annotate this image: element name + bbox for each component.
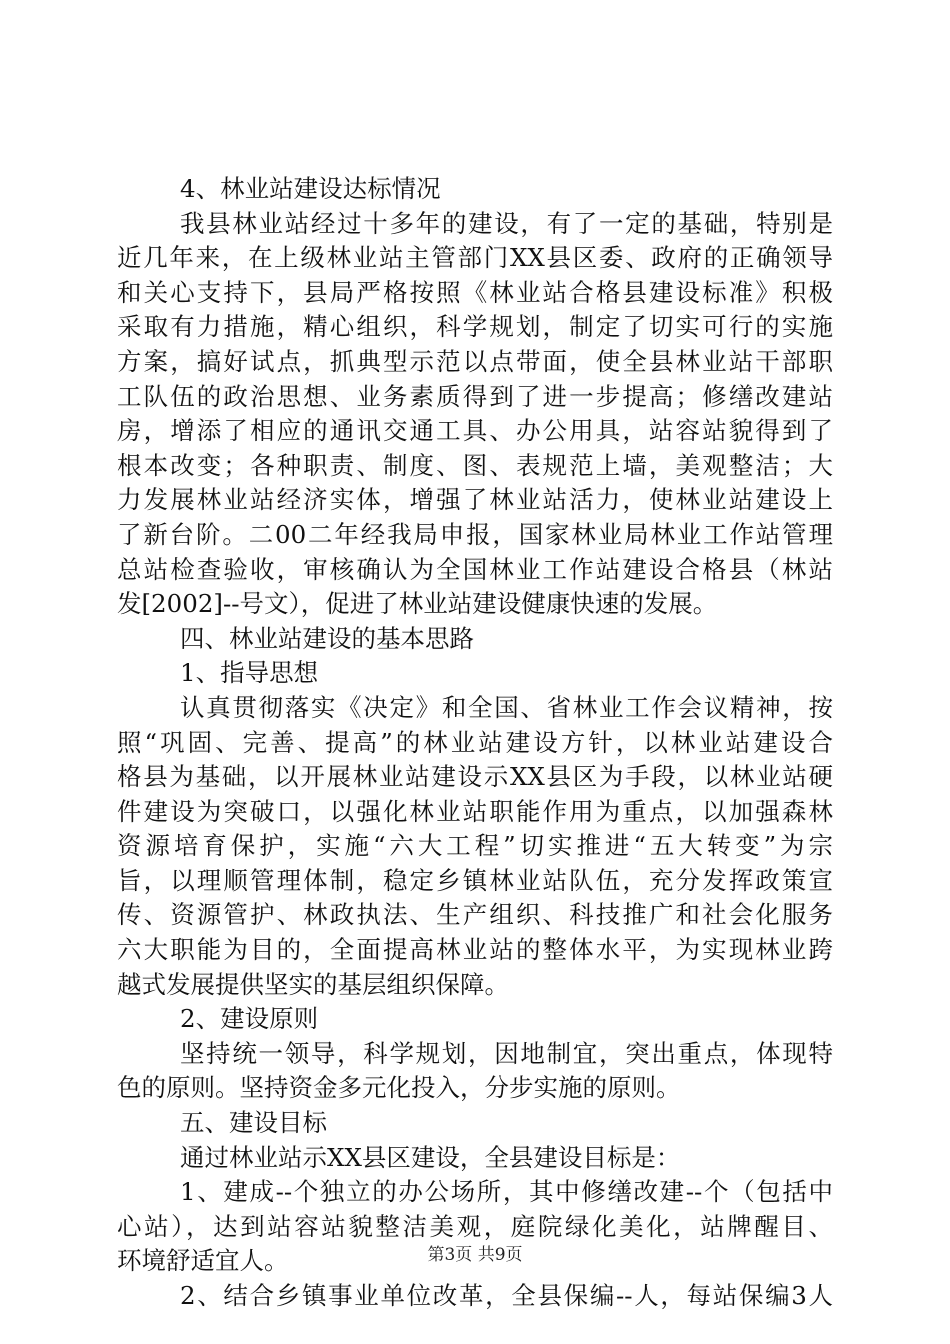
- subsection-heading: 1、指导思想: [180, 658, 319, 688]
- paragraph-line: 我县林业站经过十多年的建设，有了一定的基础，特别是: [180, 208, 833, 238]
- paragraph-line: 坚持统一领导，科学规划，因地制宜，突出重点，体现特: [180, 1038, 833, 1068]
- paragraph-line: 工队伍的政治思想、业务素质得到了进一步提高；修缮改建站: [117, 381, 833, 411]
- paragraph-line: 色的原则。坚持资金多元化投入，分步实施的原则。: [117, 1073, 681, 1103]
- document-body: [117, 172, 833, 1314]
- paragraph-line: 房，增添了相应的通讯交通工具、办公用具，站容站貌得到了: [117, 416, 833, 446]
- paragraph-line: 传、资源管护、林政执法、生产组织、科技推广和社会化服务: [117, 900, 833, 930]
- subsection-heading: 4、林业站建设达标情况: [180, 174, 441, 203]
- paragraph-line: 认真贯彻落实《决定》和全国、省林业工作会议精神，按: [180, 692, 833, 722]
- paragraph-line: 照“巩固、完善、提高”的林业站建设方针，以林业站建设合: [117, 727, 833, 757]
- paragraph-line: 通过林业站示XX县区建设，全县建设目标是：: [180, 1142, 681, 1172]
- paragraph-line: 2、结合乡镇事业单位改革，全县保编--人，每站保编3人: [180, 1281, 833, 1310]
- paragraph-line: 件建设为突破口，以强化林业站职能作用为重点，以加强森林: [117, 796, 833, 826]
- paragraph-line: 根本改变；各种职责、制度、图、表规范上墙，美观整洁；大: [117, 450, 833, 480]
- paragraph-line: 方案，搞好试点，抓典型示范以点带面，使全县林业站干部职: [117, 346, 833, 376]
- paragraph-line: 1、建成--个独立的办公场所，其中修缮改建--个（包括中: [180, 1177, 833, 1207]
- section-heading: 五、建设目标: [180, 1108, 327, 1138]
- paragraph-line: 了新台阶。二00二年经我局申报，国家林业局林业工作站管理: [117, 519, 833, 549]
- paragraph-line: 总站检查验收，审核确认为全国林业工作站建设合格县（林站: [117, 554, 833, 584]
- paragraph-line: 发[2002]--号文），促进了林业站建设健康快速的发展。: [117, 589, 718, 619]
- paragraph-line: 越式发展提供坚实的基层组织保障。: [117, 969, 509, 999]
- paragraph-line: 采取有力措施，精心组织，科学规划，制定了切实可行的实施: [117, 312, 833, 342]
- page-number-footer: 第3页 共9页: [427, 1245, 523, 1265]
- paragraph-line: 环境舒适宜人。: [117, 1246, 289, 1276]
- subsection-heading: 2、建设原则: [180, 1004, 319, 1034]
- paragraph-line: 和关心支持下，县局严格按照《林业站合格县建设标准》积极: [117, 277, 833, 307]
- paragraph-line: 六大职能为目的，全面提高林业站的整体水平，为实现林业跨: [117, 935, 833, 965]
- paragraph-line: 心站），达到站容站貌整洁美观，庭院绿化美化，站牌醒目、: [117, 1211, 833, 1241]
- paragraph-line: 旨，以理顺管理体制，稳定乡镇林业站队伍，充分发挥政策宣: [117, 865, 833, 895]
- paragraph-line: 资源培育保护，实施“六大工程”切实推进“五大转变”为宗: [117, 831, 833, 861]
- paragraph-line: 近几年来，在上级林业站主管部门XX县区委、政府的正确领导: [117, 243, 833, 273]
- paragraph-line: 格县为基础，以开展林业站建设示XX县区为手段，以林业站硬: [117, 762, 833, 792]
- section-heading: 四、林业站建设的基本思路: [180, 623, 474, 653]
- paragraph-line: 力发展林业站经济实体，增强了林业站活力，使林业站建设上: [117, 485, 833, 515]
